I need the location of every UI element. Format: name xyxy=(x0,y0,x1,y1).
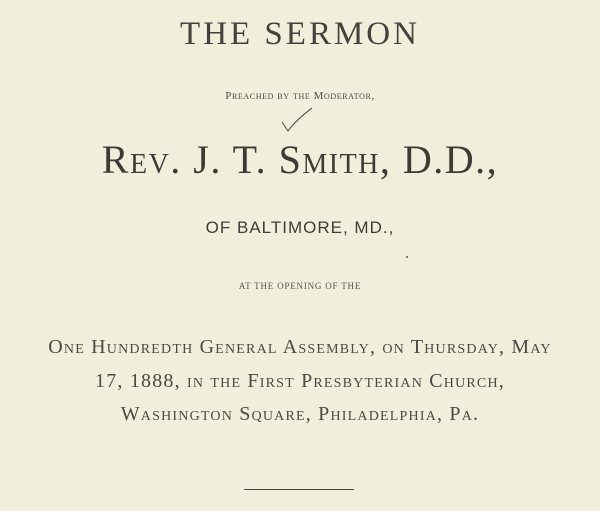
preached-by-line: Preached by the Moderator, xyxy=(225,90,375,102)
ink-dot xyxy=(406,256,408,258)
preacher-location: OF BALTIMORE, MD., xyxy=(205,218,395,237)
description-line-1: One Hundredth General Assembly, on Thursday, May xyxy=(48,336,552,358)
opening-line: AT THE OPENING OF THE xyxy=(238,281,362,291)
preacher-name: Rev. J. T. Smith, D.D., xyxy=(101,137,499,182)
divider-rule xyxy=(244,489,354,490)
handwritten-check-mark xyxy=(280,106,314,136)
document-title: THE SERMON xyxy=(180,16,420,52)
description-line-3: Washington Square, Philadelphia, Pa. xyxy=(120,403,480,425)
description-line-2: 17, 1888, in the First Presbyterian Church, xyxy=(95,370,505,392)
